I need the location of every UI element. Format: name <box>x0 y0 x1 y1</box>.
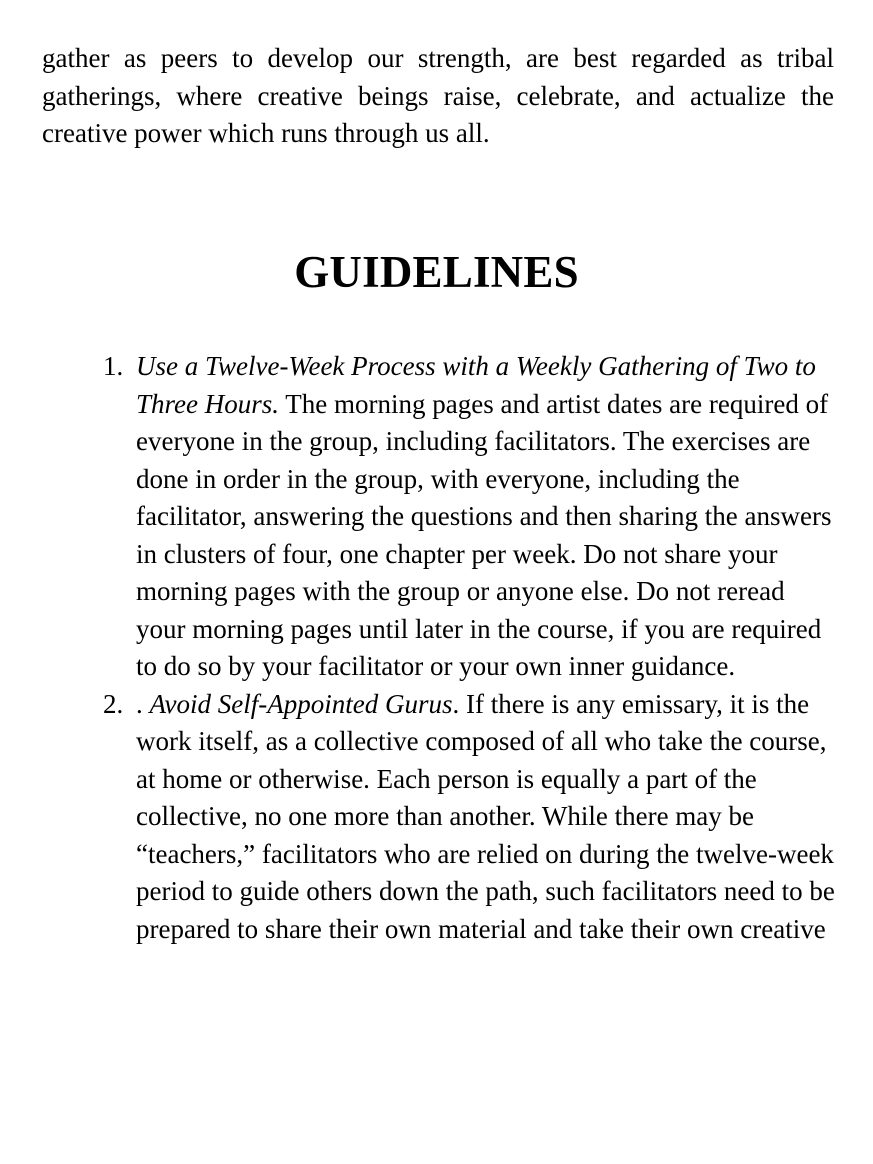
intro-paragraph: gather as peers to develop our strength, are best regarded as tribal gatherings, where creative beings raise, celebrate, and actualize the creative power which runs through us all. <box>42 43 834 148</box>
guideline-item-1 <box>0 348 836 686</box>
guidelines-list <box>0 348 873 948</box>
guideline-title: Use a Twelve-Week Process with a Weekly Gathering of Two to Three Hours. <box>136 351 816 419</box>
guideline-prefix: . <box>136 688 150 719</box>
guideline-item-2 <box>0 686 836 949</box>
section-heading: GUIDELINES <box>294 247 579 297</box>
guideline-number: 1. <box>103 351 124 381</box>
guideline-title: Avoid Self-Appointed Gurus <box>149 688 453 719</box>
guideline-number: 2. <box>103 688 124 719</box>
guideline-body: The morning pages and artist dates are required of everyone in the group, including facilitators. The exercises are done in order in the group, with everyone, including the facilitator, answering the questions and then sharing the answers in clusters of four, one chapter per week. Do not share your morning pages with the group or anyone else. Do not reread your morning pages until later in the course, if you are required to do so by your facilitator or your own inner guidance. <box>136 388 832 681</box>
guideline-body: . If there is any emissary, it is the work itself, as a collective composed of all who take the course, at home or otherwise. Each person is equally a part of the collective, no one more than another. While there may be “teachers,” facilitators who are relied on during the twelve-week period to guide others down the path, such facilitators need to be prepared to share their own material and take their own creative <box>136 688 835 944</box>
